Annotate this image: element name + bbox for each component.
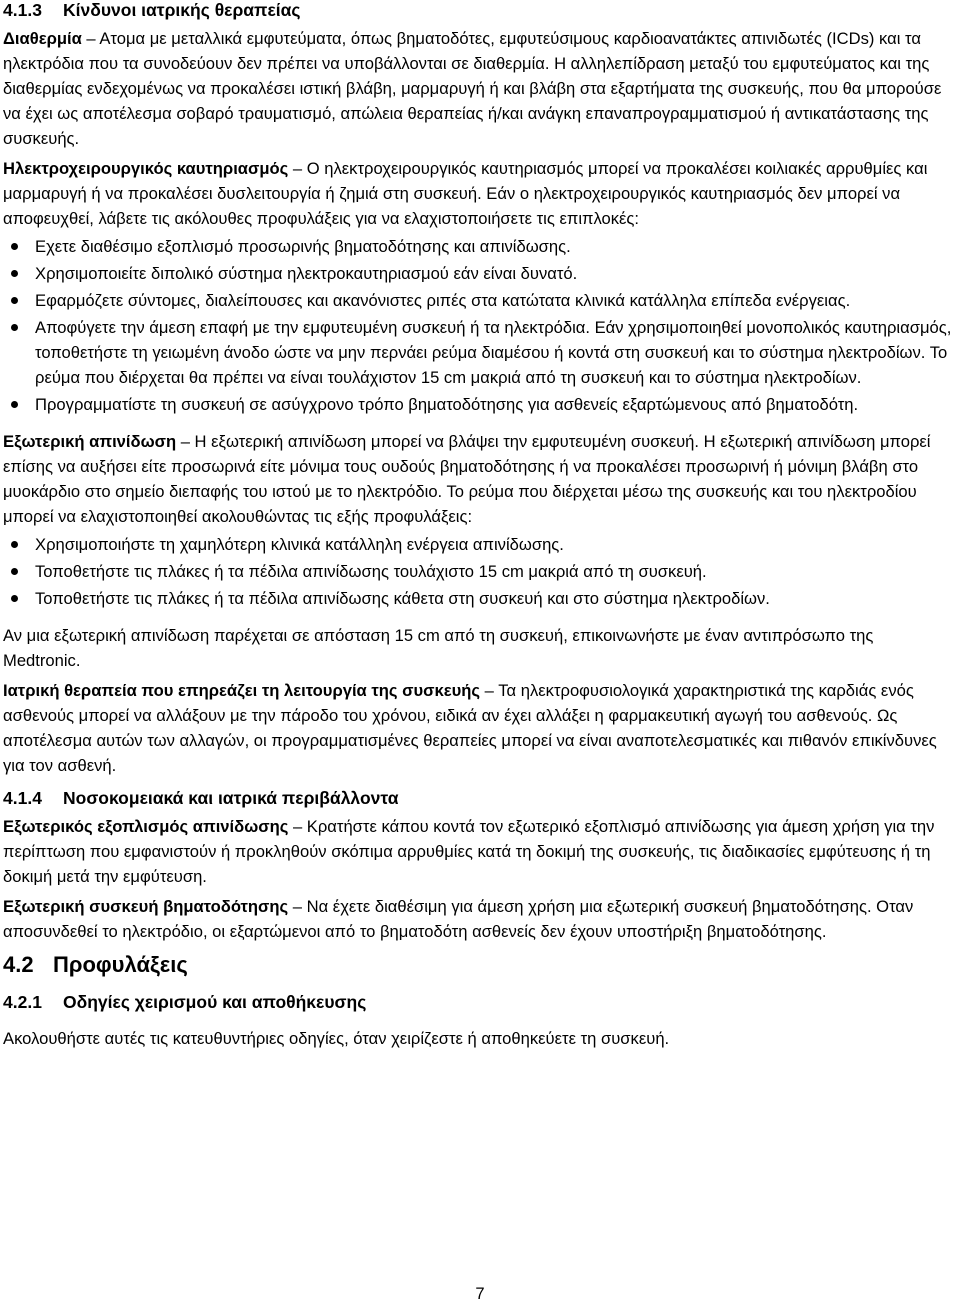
section-title: Νοσοκομειακά και ιατρικά περιβάλλοντα bbox=[63, 788, 399, 808]
section-title: Προφυλάξεις bbox=[53, 952, 188, 977]
list-item: Χρησιμοποιήστε τη χαμηλότερη κλινικά κατάλληλη ενέργεια απινίδωσης. bbox=[3, 532, 955, 557]
section-number: 4.1.4 bbox=[3, 788, 42, 808]
section-heading-4-1-4 bbox=[3, 784, 955, 814]
external-pacing-term: Εξωτερική συσκευή βηματοδότησης bbox=[3, 897, 289, 916]
diathermy-paragraph bbox=[3, 26, 955, 151]
external-equipment-text: – Κρατήστε κάπου κοντά τον εξωτερικό εξοπλισμό απινίδωσης για άμεση χρήση για την περίπτωση που εμφανιστούν ή προκληθούν σκόπιμα αρρυθμίες κατά τη δοκιμή της συσκευής, τις διαδικασίες εμφύτευσης ή τη δοκιμή μετά την εμφύτευση. bbox=[3, 817, 935, 886]
list-item: Προγραμματίστε τη συσκευή σε ασύγχρονο τρόπο βηματοδότησης για ασθενείς εξαρτώμενους από βηματοδότη. bbox=[3, 392, 955, 417]
defibrillation-followup: Αν μια εξωτερική απινίδωση παρέχεται σε απόσταση 15 cm από τη συσκευή, επικοινωνήστε με έναν αντιπρόσωπο της Medtronic. bbox=[3, 626, 874, 670]
defibrillation-precautions-list bbox=[3, 532, 955, 611]
electrocautery-term: Ηλεκτροχειρουργικός καυτηριασμός bbox=[3, 159, 289, 178]
external-pacing-paragraph bbox=[3, 894, 955, 944]
section-number: 4.2 bbox=[3, 952, 34, 977]
list-item: Τοποθετήστε τις πλάκες ή τα πέδιλα απινίδωσης τουλάχιστο 15 cm μακριά από τη συσκευή. bbox=[3, 559, 955, 584]
medical-therapy-paragraph bbox=[3, 678, 955, 778]
diathermy-text: – Ατομα με μεταλλικά εμφυτεύματα, όπως βηματοδότες, εμφυτεύσιμους καρδιοανατάκτες απινιδωτές (ICDs) και τα ηλεκτρόδια που τα συνοδεύουν δεν πρέπει να υποβάλλονται σε διαθερμία. Η αλληλεπίδραση μεταξύ του εμφυτεύματος και της διαθερμίας ενδεχομένως να προκαλέσει ιστική βλάβη, μαρμαρυγή ή και βλάβη στα εξαρτήματα της συσκευής, που θα μπορούσε να έχει ως αποτέλεσμα σοβαρό τραυματισμό, απώλεια θεραπείας ή/και ανάγκη επαναπρογραμματισμού ή αντικατάστασης της συσκευής. bbox=[3, 29, 942, 148]
list-item: Τοποθετήστε τις πλάκες ή τα πέδιλα απινίδωσης κάθετα στη συσκευή και στο σύστημα ηλεκτροδίων. bbox=[3, 586, 955, 611]
list-item: Εχετε διαθέσιμο εξοπλισμό προσωρινής βηματοδότησης και απινίδωσης. bbox=[3, 234, 955, 259]
list-item: Αποφύγετε την άμεση επαφή με την εμφυτευμένη συσκευή ή τα ηλεκτρόδια. Εάν χρησιμοποιηθεί μονοπολικός καυτηριασμός, τοποθετήστε τη γειωμένη άνοδο ώστε να μην περνάει ρεύμα διαμέσου ή κοντά στη συσκευή και το σύστημα ηλεκτροδίων. Το ρεύμα που διέρχεται θα πρέπει να είναι τουλάχιστον 15 cm μακριά από τη συσκευή και το σύστημα ηλεκτροδίων. bbox=[3, 315, 955, 390]
external-defibrillation-text: – Η εξωτερική απινίδωση μπορεί να βλάψει την εμφυτευμένη συσκευή. Η εξωτερική απινίδωση μπορεί επίσης να αυξήσει είτε προσωρινά είτε μόνιμα τους ουδούς βηματοδότησης ή να προκαλέσει προσωρινή ή μόνιμη βλάβη στο μυοκάρδιο στο σημείο διεπαφής του ιστού με το ηλεκτρόδιο. Το ρεύμα που διέρχεται μέσω της συσκευής και του ηλεκτροδίου μπορεί να ελαχιστοποιηθεί ακολουθώντας τις εξής προφυλάξεις: bbox=[3, 432, 931, 526]
list-item: Εφαρμόζετε σύντομες, διαλείπουσες και ακανόνιστες ριπές στα κατώτατα κλινικά κατάλληλα επίπεδα ενέργειας. bbox=[3, 288, 955, 313]
medical-therapy-term: Ιατρική θεραπεία που επηρεάζει τη λειτουργία της συσκευής bbox=[3, 681, 481, 700]
electrocautery-paragraph bbox=[3, 156, 955, 231]
section-title: Κίνδυνοι ιατρικής θεραπείας bbox=[63, 0, 301, 20]
section-title: Οδηγίες χειρισμού και αποθήκευσης bbox=[63, 992, 367, 1012]
section-number: 4.2.1 bbox=[3, 992, 42, 1012]
external-defibrillation-term: Εξωτερική απινίδωση bbox=[3, 432, 177, 451]
list-item: Χρησιμοποιείτε διπολικό σύστημα ηλεκτροκαυτηριασμού εάν είναι δυνατό. bbox=[3, 261, 955, 286]
section-heading-4-2 bbox=[3, 950, 955, 988]
medical-therapy-text: – Τα ηλεκτροφυσιολογικά χαρακτηριστικά της καρδιάς ενός ασθενούς μπορεί να αλλάξουν με την πάροδο του χρόνου, ειδικά αν έχει αλλάξει η φαρμακευτική αγωγή του ασθενούς. Ως αποτέλεσμα αυτών των αλλαγών, οι προγραμματισμένες θεραπείες μπορεί να είναι αναποτελεσματικές και πιθανόν επικίνδυνες για τον ασθενή. bbox=[3, 681, 937, 775]
section-heading-4-2-1 bbox=[3, 988, 955, 1018]
diathermy-term: Διαθερμία bbox=[3, 29, 82, 48]
external-defibrillation-paragraph bbox=[3, 429, 955, 529]
electrocautery-precautions-list bbox=[3, 234, 955, 417]
external-equipment-paragraph bbox=[3, 814, 955, 889]
section-number: 4.1.3 bbox=[3, 0, 42, 20]
external-pacing-text: – Να έχετε διαθέσιμη για άμεση χρήση μια εξωτερική συσκευή βηματοδότησης. Οταν αποσυνδεθεί το ηλεκτρόδιο, οι εξαρτώμενοι από το βηματοδότη ασθενείς δεν έχουν υποστήριξη βηματοδότησης. bbox=[3, 897, 914, 941]
handling-intro: Ακολουθήστε αυτές τις κατευθυντήριες οδηγίες, όταν χειρίζεστε ή αποθηκεύετε τη συσκευή. bbox=[3, 1029, 670, 1048]
section-heading-4-1-3 bbox=[3, 0, 955, 26]
electrocautery-text: – Ο ηλεκτροχειρουργικός καυτηριασμός μπορεί να προκαλέσει κοιλιακές αρρυθμίες και μαρμαρυγή ή να προκαλέσει δυσλειτουργία ή ζημιά στη συσκευή. Εάν ο ηλεκτροχειρουργικός καυτηριασμός δεν μπορεί να αποφευχθεί, λάβετε τις ακόλουθες προφυλάξεις για να ελαχιστοποιήσετε τις επιπλοκές: bbox=[3, 159, 928, 228]
page-number: 7 bbox=[475, 1284, 485, 1303]
external-equipment-term: Εξωτερικός εξοπλισμός απινίδωσης bbox=[3, 817, 289, 836]
